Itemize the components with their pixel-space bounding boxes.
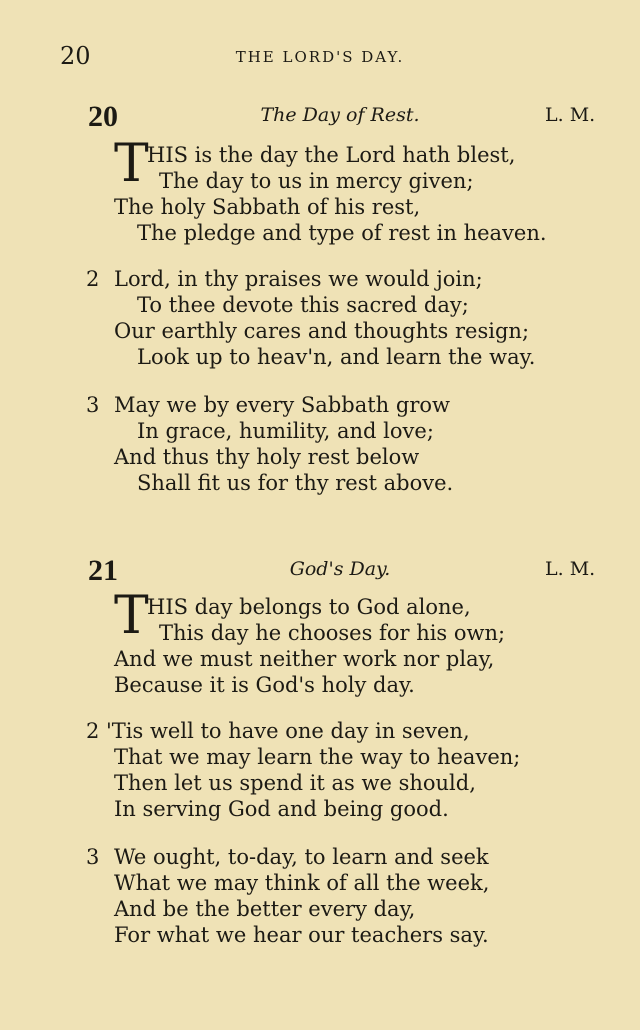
verse-line: In grace, humility, and love; (137, 419, 434, 443)
verse-line: Then let us spend it as we should, (114, 771, 476, 795)
verse-line: To thee devote this sacred day; (137, 293, 469, 317)
verse-line: We ought, to-day, to learn and seek (114, 845, 489, 869)
verse-line: In serving God and being good. (114, 797, 449, 821)
verse-line: Look up to heav'n, and learn the way. (137, 345, 536, 369)
verse-line: And thus thy holy rest below (114, 445, 420, 469)
verse-line: Shall fit us for thy rest above. (137, 471, 454, 495)
verse-line: Our earthly cares and thoughts resign; (114, 319, 530, 343)
verse-line: Lord, in thy praises we would join; (114, 267, 483, 291)
stanza-number: 2 (86, 267, 100, 291)
stanza-number: 2 (86, 719, 100, 743)
verse-line: This day he chooses for his own; (159, 621, 506, 645)
drop-cap: T (114, 134, 149, 194)
hymn-meter: L. M. (545, 558, 596, 580)
verse-line: 'Tis well to have one day in seven, (106, 719, 470, 743)
hymn-title: God's Day. (289, 558, 391, 580)
verse-line: HIS day belongs to God alone, (147, 595, 471, 619)
page-number: 20 (60, 42, 91, 70)
verse-line: HIS is the day the Lord hath blest, (147, 143, 516, 167)
running-head: THE LORD'S DAY. (235, 48, 405, 66)
verse-line: The holy Sabbath of his rest, (114, 195, 421, 219)
verse-line: The day to us in mercy given; (159, 169, 474, 193)
stanza-number: 3 (86, 845, 100, 869)
drop-cap: T (114, 586, 149, 646)
verse-line: And we must neither work nor play, (114, 647, 495, 671)
hymn-title: The Day of Rest. (260, 104, 420, 126)
verse-line: Because it is God's holy day. (114, 673, 415, 697)
verse-line: The pledge and type of rest in heaven. (137, 221, 547, 245)
hymn-meter: L. M. (545, 104, 596, 126)
hymn-number: 20 (88, 100, 118, 133)
verse-line: May we by every Sabbath grow (114, 393, 450, 417)
verse-line: And be the better every day, (114, 897, 416, 921)
stanza-number: 3 (86, 393, 100, 417)
hymn-number: 21 (88, 554, 118, 587)
verse-line: For what we hear our teachers say. (114, 923, 489, 947)
verse-line: What we may think of all the week, (114, 871, 490, 895)
verse-line: That we may learn the way to heaven; (114, 745, 521, 769)
